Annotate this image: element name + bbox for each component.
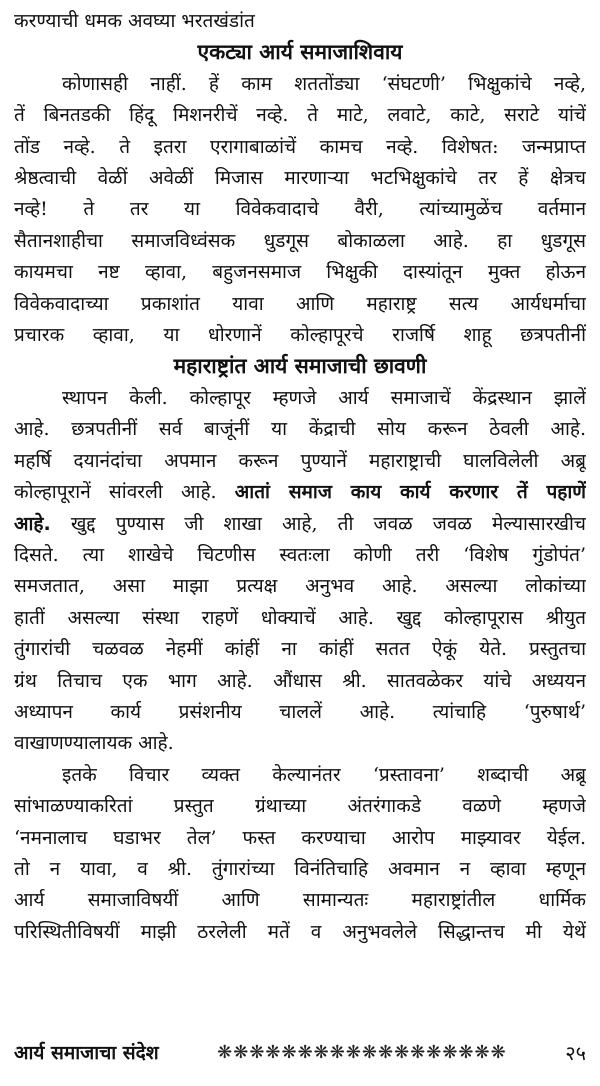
text-line: ‘नमनालाच घडाभर तेल’ फस्त करण्याचा आरोप माझ्यावर येईल. [14,826,586,849]
text-line: दिसते. त्या शाखेचे चिटणीस स्वतःला कोणी तरी ‘विशेष गुंडोपंत’ [14,543,586,566]
text-line: ग्रंथ तिचाच एक भाग आहे. औंधास श्री. सातवळेकर यांचे अध्ययन [14,669,586,692]
paragraph-2 [14,383,586,540]
text-line: हातीं असल्या संस्था राहणें धोक्याचें आहे. खुद्द कोल्हापूरास श्रीयुत [14,606,586,629]
text-line: परिस्थितीविषयीं माझी ठरलेली मतें व अनुभवलेले सिद्धान्तच मी येथें [14,920,586,943]
text-line: तुंगारांची चळवळ नेहमीं कांहीं ना कांहीं सतत ऐकूं येते. प्रस्तुतचा [14,638,586,661]
text-line: समजतात, असा माझा प्रत्यक्ष अनुभव आहे. असल्या लोकांच्या [14,575,586,598]
text-line: प्रचारक व्हावा, या धोरणानें कोल्हापूरचे राजर्षि शाहू छत्रपतीनीं [14,324,586,347]
page-number: २५ [565,1040,586,1065]
emphasis-text: आतां समाज काय कार्य करणार तें पहाणें [234,481,586,504]
text-line: नव्हे! ते तर या विवेकवादाचे वैरी, त्यांच्यामुळेंच वर्तमान [14,198,586,221]
page-body [14,6,586,948]
text-line: तोंड नव्हे. ते इतरा एरागाबाळांचें कामच नव्हे. विशेषत: जन्मप्राप्त [14,135,586,158]
text-line: विवेकवादाच्या प्रकाशांत यावा आणि महाराष्ट्र सत्य आर्यधर्माचा [14,292,586,315]
text-line: सांभाळण्याकरितां प्रस्तुत ग्रंथाच्या अंतरंगाकडे वळणे म्हणजे [14,795,586,818]
paragraph-3 [14,540,586,760]
intro-line: करण्याची धमक अवघ्या भरतखंडांत [14,10,255,32]
section-heading-2: महाराष्ट्रांत आर्य समाजाची छावणी [173,354,427,379]
text-line: स्थापन केली. कोल्हापूर म्हणजे आर्य समाजाचें केंद्रस्थान झालें [62,386,586,409]
text-line: आहे. छत्रपतीनीं सर्व बाजूंनीं या केंद्राची सोय करून ठेवली आहे. [14,418,586,441]
star-divider-ornament: ❋❋❋❋❋❋❋❋❋❋❋❋❋❋❋❋❋❋ [217,1041,507,1063]
text-span: कोल्हापूरानें सांवरली आहे. [14,481,217,504]
text-line: कायमचा नष्ट व्हावा, बहुजनसमाज भिक्षुकी दास्यांतून मुक्त होऊन [14,261,586,284]
text-line-with-bold [14,509,586,540]
text-line: अध्यापन कार्य प्रसंशनीय चाललें आहे. त्यांचाहि ‘पुरुषार्थ’ [14,700,586,723]
paragraph-1 [14,69,586,352]
text-line: तो न यावा, व श्री. तुंगारांच्या विनंतिचाहि अवमान न व्हावा म्हणून [14,857,586,880]
text-line: वाखाणण्यालायक आहे. [14,732,174,755]
text-line: महर्षि दयानंदांचा अपमान करून पुण्यानें महाराष्ट्राची घालविलेली अब्रू [14,449,586,472]
section-heading-1: एकट्या आर्य समाजाशिवाय [197,40,403,65]
text-line: सैतानशाहीचा समाजविध्वंसक धुडगूस बोकाळला आहे. हा धुडगूस [14,229,586,252]
emphasis-text: आहे. [14,512,51,535]
text-line: श्रेष्ठत्वाची वेळीं अवेळीं मिजास मारणाऱ्या भटभिक्षुकांचे तर हें क्षेत्रच [14,167,586,190]
text-line: कोणासही नाहीं. हें काम शततोंड्या ‘संघटणी’ भिक्षुकांचे नव्हे, [62,72,586,95]
text-line: तें बिनतडकी हिंदू मिशनरीचें नव्हे. ते माटे, लवाटे, काटे, सराटे यांचें [14,104,586,127]
page-footer [14,1032,586,1072]
text-line: इतके विचार व्यक्त केल्यानंतर ‘प्रस्तावना’ शब्दाची अब्रू [62,763,586,786]
text-span: खुद्द पुण्यास जी शाखा आहे, ती जवळ जवळ मेल्यासारखीच [50,512,586,535]
text-line-with-bold [14,477,586,508]
footer-book-title: आर्य समाजाचा संदेश [14,1042,159,1064]
paragraph-4 [14,760,586,948]
text-line: आर्य समाजाविषयीं आणि सामान्यतः महाराष्ट्रांतील धार्मिक [14,889,586,912]
